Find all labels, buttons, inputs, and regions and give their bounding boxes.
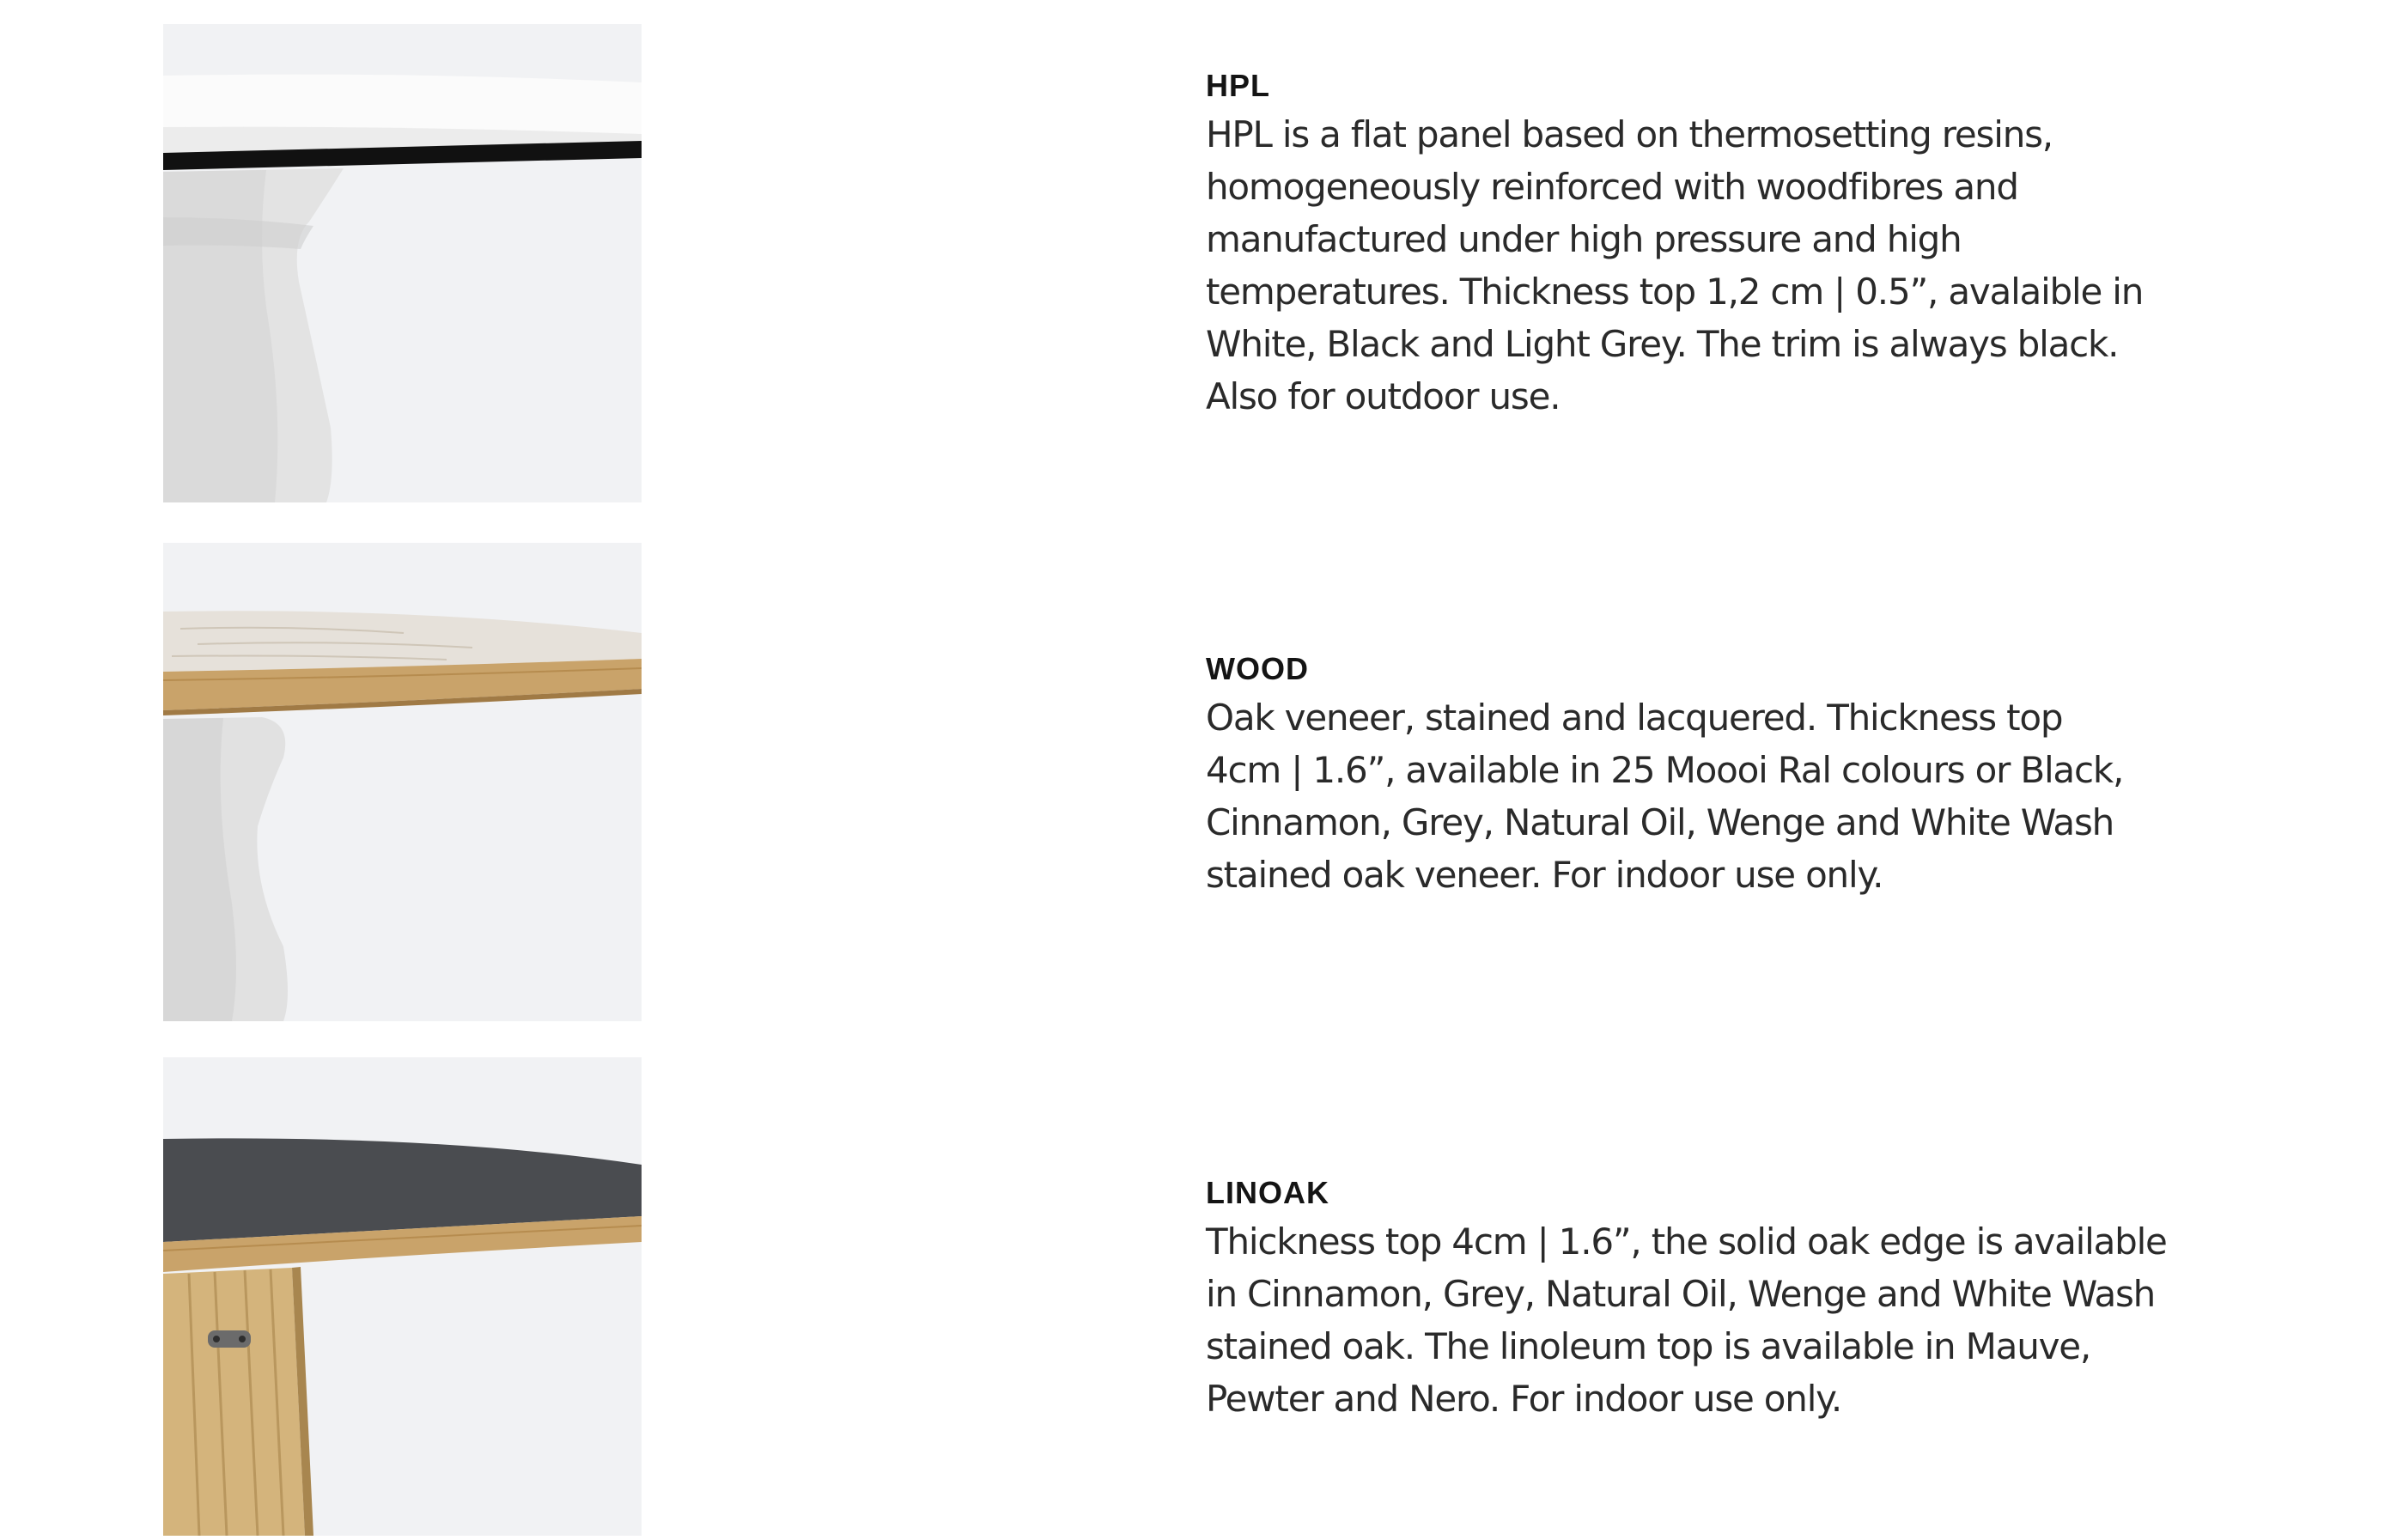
linoak-table-top-image (163, 1057, 642, 1536)
linoak-section (1206, 1174, 2236, 1425)
linoak-description: Thickness top 4cm | 1.6”, the solid oak edge is available in Cinnamon, Grey, Natural Oil, Wenge and White Wash stained oak. The linoleum top is available in Mauve, Pewter and Nero. For indoor use only. (1206, 1220, 2167, 1420)
wood-description: Oak veneer, stained and lacquered. Thickness top 4cm | 1.6”, available in 25 Moooi Ral colours or Black, Cinnamon, Grey, Natural Oil, Wenge and White Wash stained oak veneer. For indoor use only. (1206, 697, 2124, 896)
hpl-heading: HPL (1206, 68, 1270, 103)
hpl-table-top-image (163, 24, 642, 502)
wood-table-top-image (163, 543, 642, 1021)
hpl-section (1206, 67, 2236, 423)
wood-heading: WOOD (1206, 651, 1309, 686)
hpl-description: HPL is a flat panel based on thermosetting resins, homogeneously reinforced with woodfibres and manufactured under high pressure and high temperatures. Thickness top 1,2 cm | 0.5”, avalaible in White, Black and Light Grey. The trim is always black. Also for outdoor use. (1206, 113, 2144, 417)
wood-section (1206, 650, 2236, 901)
linoak-heading: LINOAK (1206, 1175, 1329, 1210)
